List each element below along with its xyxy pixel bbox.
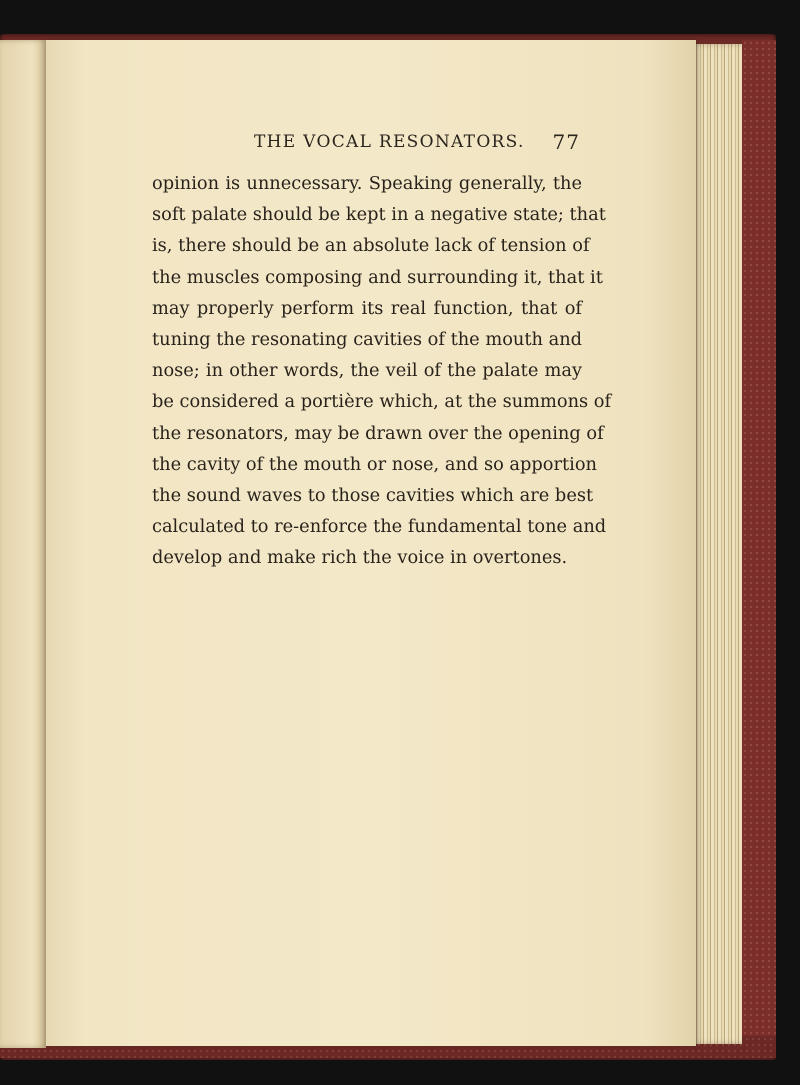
cover-edge-right xyxy=(742,40,776,1050)
facing-page-edge xyxy=(0,40,46,1048)
text-line: soft palate should be kept in a negative state; that xyxy=(152,204,606,226)
body-paragraph xyxy=(152,168,612,573)
page-number: 77 xyxy=(552,130,580,154)
text-line: develop and make rich the voice in overtones. xyxy=(152,547,568,569)
running-head xyxy=(207,130,587,156)
text-line: is, there should be an absolute lack of tension of xyxy=(152,235,590,257)
text-line: the resonators, may be drawn over the opening of xyxy=(152,422,604,444)
text-line: the muscles composing and surrounding it, that it xyxy=(152,266,603,288)
text-line: opinion is unnecessary. Speaking generally, the xyxy=(152,173,582,194)
running-title: THE VOCAL RESONATORS. xyxy=(254,132,525,152)
text-line: may properly perform its real function, that of xyxy=(152,297,582,319)
text-line: the cavity of the mouth or nose, and so apportion xyxy=(152,453,597,475)
text-line: tuning the resonating cavities of the mouth and xyxy=(152,328,583,350)
text-line: calculated to re-enforce the fundamental tone and xyxy=(152,516,607,538)
page-stack-edge xyxy=(690,44,742,1044)
text-line: nose; in other words, the veil of the palate may xyxy=(152,360,582,382)
text-line: the sound waves to those cavities which are best xyxy=(152,484,594,506)
text-line: be considered a portière which, at the summons of xyxy=(152,391,612,413)
